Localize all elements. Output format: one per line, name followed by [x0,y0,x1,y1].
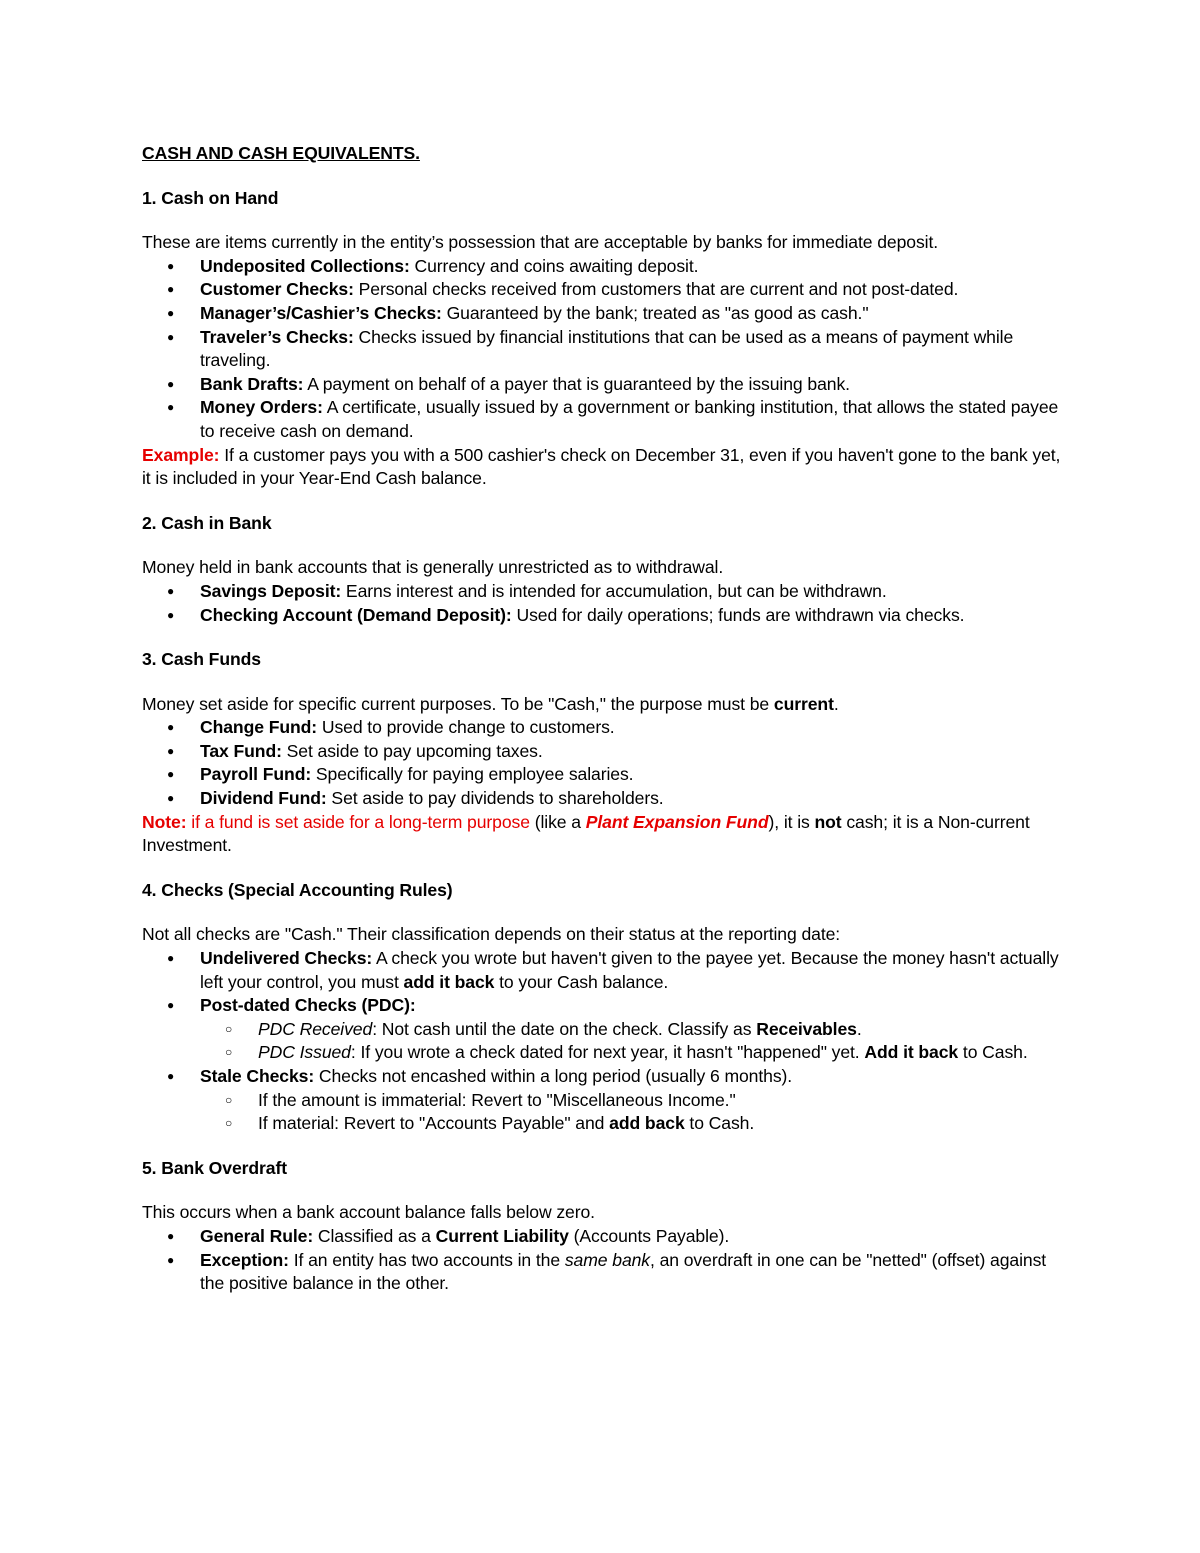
list-item [142,396,1062,443]
list-item [142,763,1062,787]
item-desc: (Accounts Payable). [568,1225,730,1246]
intro-emphasis: current [773,693,834,714]
list-item [142,947,1062,994]
sub-list-item: ○ If the amount is immaterial: Revert to "Miscellaneous Income." [200,1089,1062,1113]
cash-funds-list [142,716,1062,810]
item-term: Checking Account (Demand Deposit): [200,604,512,625]
list-item [142,326,1062,373]
sub-item-label: PDC Issued [258,1042,351,1063]
sub-item-desc: : If you wrote a check dated for next year, it hasn't "happened" yet. [350,1042,865,1063]
item-term: General Rule: [200,1225,314,1246]
example-label: Example: [142,444,220,465]
note-paragraph [142,811,1062,858]
list-item [142,994,1062,1065]
item-desc: Personal checks received from customers that are current and not post-dated. [353,279,959,300]
note-text: (like a [529,811,586,832]
list-item [142,255,1062,279]
item-term: Undelivered Checks: [200,948,373,969]
sub-item-desc: to Cash. [958,1042,1028,1063]
list-item [142,302,1062,326]
item-emphasis: add it back [403,971,495,992]
item-desc: Set aside to pay upcoming taxes. [281,740,543,761]
list-item [142,1225,1062,1249]
list-item [142,373,1062,397]
list-item [142,1065,1062,1136]
section-intro: Money held in bank accounts that is generally unrestricted as to withdrawal. [142,557,724,578]
item-term: Stale Checks: [200,1066,315,1086]
item-desc: , an overdraft in one can be "netted" (offset) against the positive balance in the other. [200,1249,1047,1294]
list-item [142,1249,1062,1296]
item-term: Customer Checks: [200,279,354,300]
section-heading-cash-funds: 3. Cash Funds [142,649,261,670]
item-desc: Guaranteed by the bank; treated as "as good as cash." [441,302,869,323]
list-item [142,716,1062,740]
section-intro: Not all checks are "Cash." Their classification depends on their status at the reporting date: [142,924,841,945]
section-heading-checks: 4. Checks (Special Accounting Rules) [142,879,453,900]
note-emphasis: not [814,811,842,832]
list-item [142,787,1062,811]
item-term: Traveler’s Checks: [200,326,354,347]
item-desc: Used for daily operations; funds are withdrawn via checks. [511,604,965,625]
item-desc: Specifically for paying employee salaries. [311,764,634,785]
item-desc: Classified as a [313,1225,436,1246]
item-desc: Set aside to pay dividends to shareholders. [326,788,664,809]
item-desc: to your Cash balance. [494,971,669,992]
item-desc: A payment on behalf of a payer that is guaranteed by the issuing bank. [303,373,850,394]
section-intro [142,693,1062,717]
list-item [142,740,1062,764]
item-emphasis: Current Liability [435,1225,569,1246]
section-intro: These are items currently in the entity’s possession that are acceptable by banks for immediate deposit. [142,232,939,253]
item-term: Manager’s/Cashier’s Checks: [200,302,442,323]
checks-list [142,947,1062,1136]
sub-item-emphasis: add back [609,1113,685,1134]
note-text: ), it is [768,811,815,832]
section-intro: This occurs when a bank account balance falls below zero. [142,1202,595,1223]
example-paragraph [142,444,1062,491]
item-term: Money Orders: [200,397,323,418]
sub-list-item [200,1112,1062,1136]
cash-in-bank-list [142,580,1062,627]
item-term: Tax Fund: [200,740,282,761]
list-item [142,604,1062,628]
item-term: Post-dated Checks (PDC): [200,995,416,1016]
section-heading-cash-in-bank: 2. Cash in Bank [142,512,272,533]
list-item [142,278,1062,302]
sub-item-desc: If material: Revert to "Accounts Payable" and [258,1113,610,1134]
note-red-text: if a fund is set aside for a long-term purpose [186,811,530,832]
sub-list-item [200,1041,1062,1065]
sub-item-emphasis: Add it back [864,1042,959,1063]
item-desc: Currency and coins awaiting deposit. [409,255,699,276]
sub-item-desc: : Not cash until the date on the check. Classify as [372,1018,757,1039]
sub-item-emphasis: Receivables [756,1018,857,1039]
item-term: Bank Drafts: [200,373,304,394]
item-term: Change Fund: [200,717,318,738]
item-term: Undeposited Collections: [200,255,410,276]
item-desc: Used to provide change to customers. [317,717,615,738]
item-term: Savings Deposit: [200,580,342,601]
item-desc: Checks not encashed within a long period (usually 6 months). [314,1066,793,1086]
section-heading-cash-on-hand: 1. Cash on Hand [142,187,279,208]
item-desc: Checks issued by financial institutions that can be used as a means of payment while traveling. [200,326,1014,371]
document-title: CASH AND CASH EQUIVALENTS. [142,143,420,163]
list-item [142,580,1062,604]
example-text: If a customer pays you with a 500 cashier's check on December 31, even if you haven't gone to the bank yet, it is included in your Year-End Cash balance. [142,444,1061,489]
stale-sublist [200,1089,1062,1136]
sub-item-desc: . [856,1018,862,1039]
item-desc: If an entity has two accounts in the [288,1249,565,1270]
cash-on-hand-list [142,255,1062,444]
pdc-sublist [200,1018,1062,1065]
note-fund-name: Plant Expansion Fund [585,811,769,832]
sub-item-desc: to Cash. [684,1113,755,1134]
document-body [142,142,1062,1296]
item-term: Dividend Fund: [200,788,327,809]
item-term: Payroll Fund: [200,764,312,785]
item-desc: A certificate, usually issued by a government or banking institution, that allows the stated payee to receive cash on demand. [200,397,1059,441]
section-heading-bank-overdraft: 5. Bank Overdraft [142,1157,287,1178]
intro-text: Money set aside for specific current purposes. To be "Cash," the purpose must be [142,693,774,714]
note-text: cash; it is a Non-current Investment. [142,811,1030,856]
sub-list-item [200,1018,1062,1042]
sub-item-label: PDC Received [258,1018,373,1039]
intro-end: . [833,693,839,714]
item-desc: Earns interest and is intended for accumulation, but can be withdrawn. [341,580,887,601]
item-desc: A check you wrote but haven't given to the payee yet. Because the money hasn't actually left your control, you must [200,948,1059,992]
note-label: Note: [142,811,187,832]
overdraft-list [142,1225,1062,1296]
item-term: Exception: [200,1249,289,1270]
item-emphasis: same bank [564,1249,651,1270]
